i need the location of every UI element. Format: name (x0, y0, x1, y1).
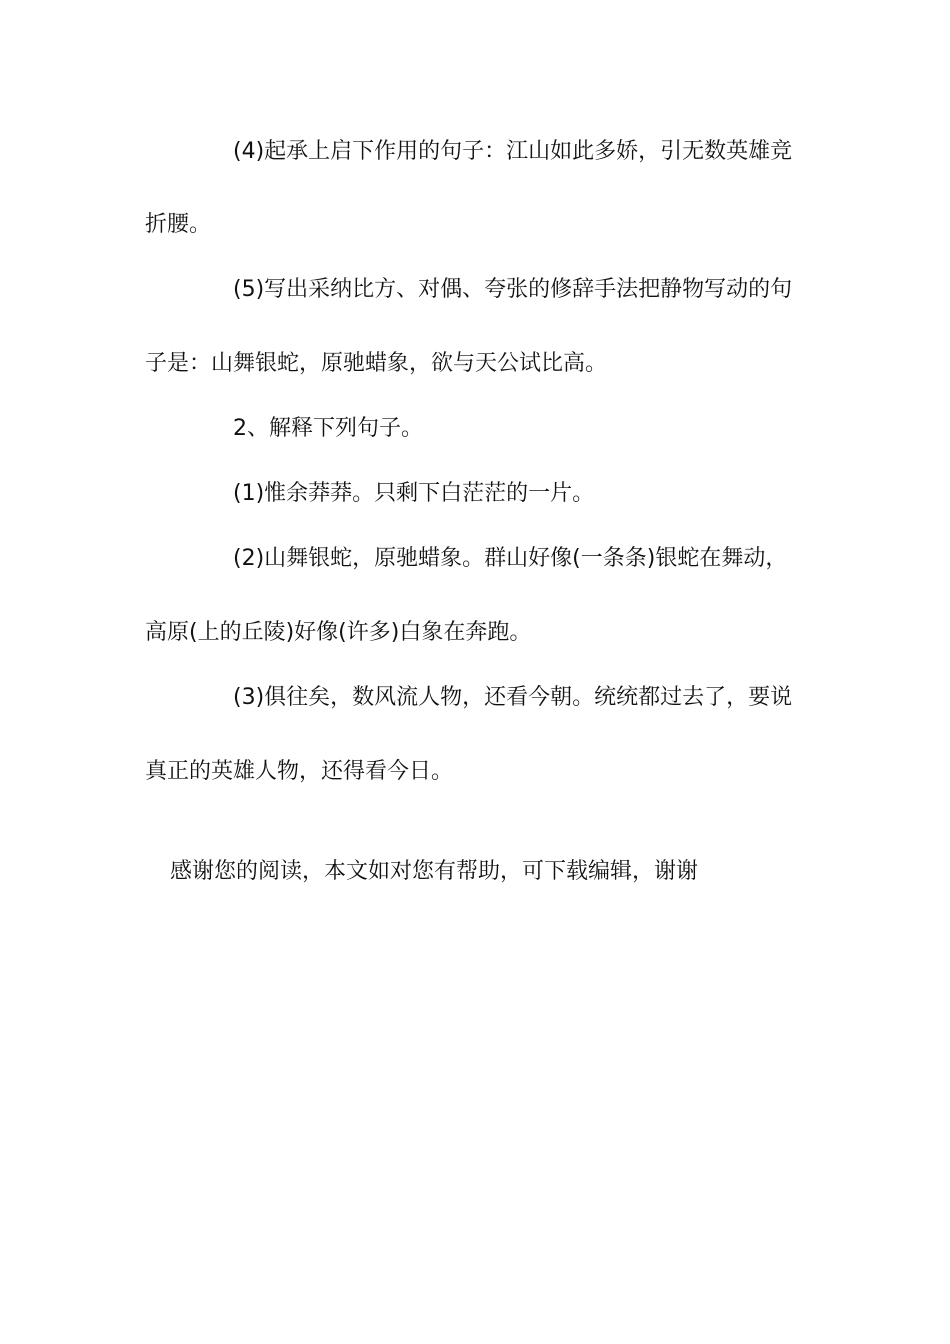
paragraph-4-line-1: (4)起承上启下作用的句子：江山如此多娇，引无数英雄竞 (233, 139, 793, 164)
explanation-3-line-2: 真正的英雄人物，还得看今日。 (145, 759, 454, 784)
explanation-2-line-1: (2)山舞银蛇，原驰蜡象。群山好像(一条条)银蛇在舞动， (233, 546, 788, 571)
paragraph-4-line-2: 折腰。 (145, 212, 212, 237)
explanation-1: (1)惟余莽莽。只剩下白茫茫的一片。 (233, 481, 595, 506)
explanation-2-line-2: 高原(上的丘陵)好像(许多)白象在奔跑。 (145, 620, 532, 645)
section-2-heading: 2、解释下列句子。 (233, 416, 423, 441)
explanation-3-line-1: (3)俱往矣，数风流人物，还看今朝。统统都过去了，要说 (233, 685, 793, 710)
paragraph-5-line-1: (5)写出采纳比方、对偶、夸张的修辞手法把静物写动的句 (233, 277, 793, 302)
paragraph-5-line-2: 子是：山舞银蛇，原驰蜡象，欲与天公试比高。 (145, 351, 608, 376)
thank-you-footer: 感谢您的阅读，本文如对您有帮助，可下载编辑，谢谢 (170, 859, 699, 884)
